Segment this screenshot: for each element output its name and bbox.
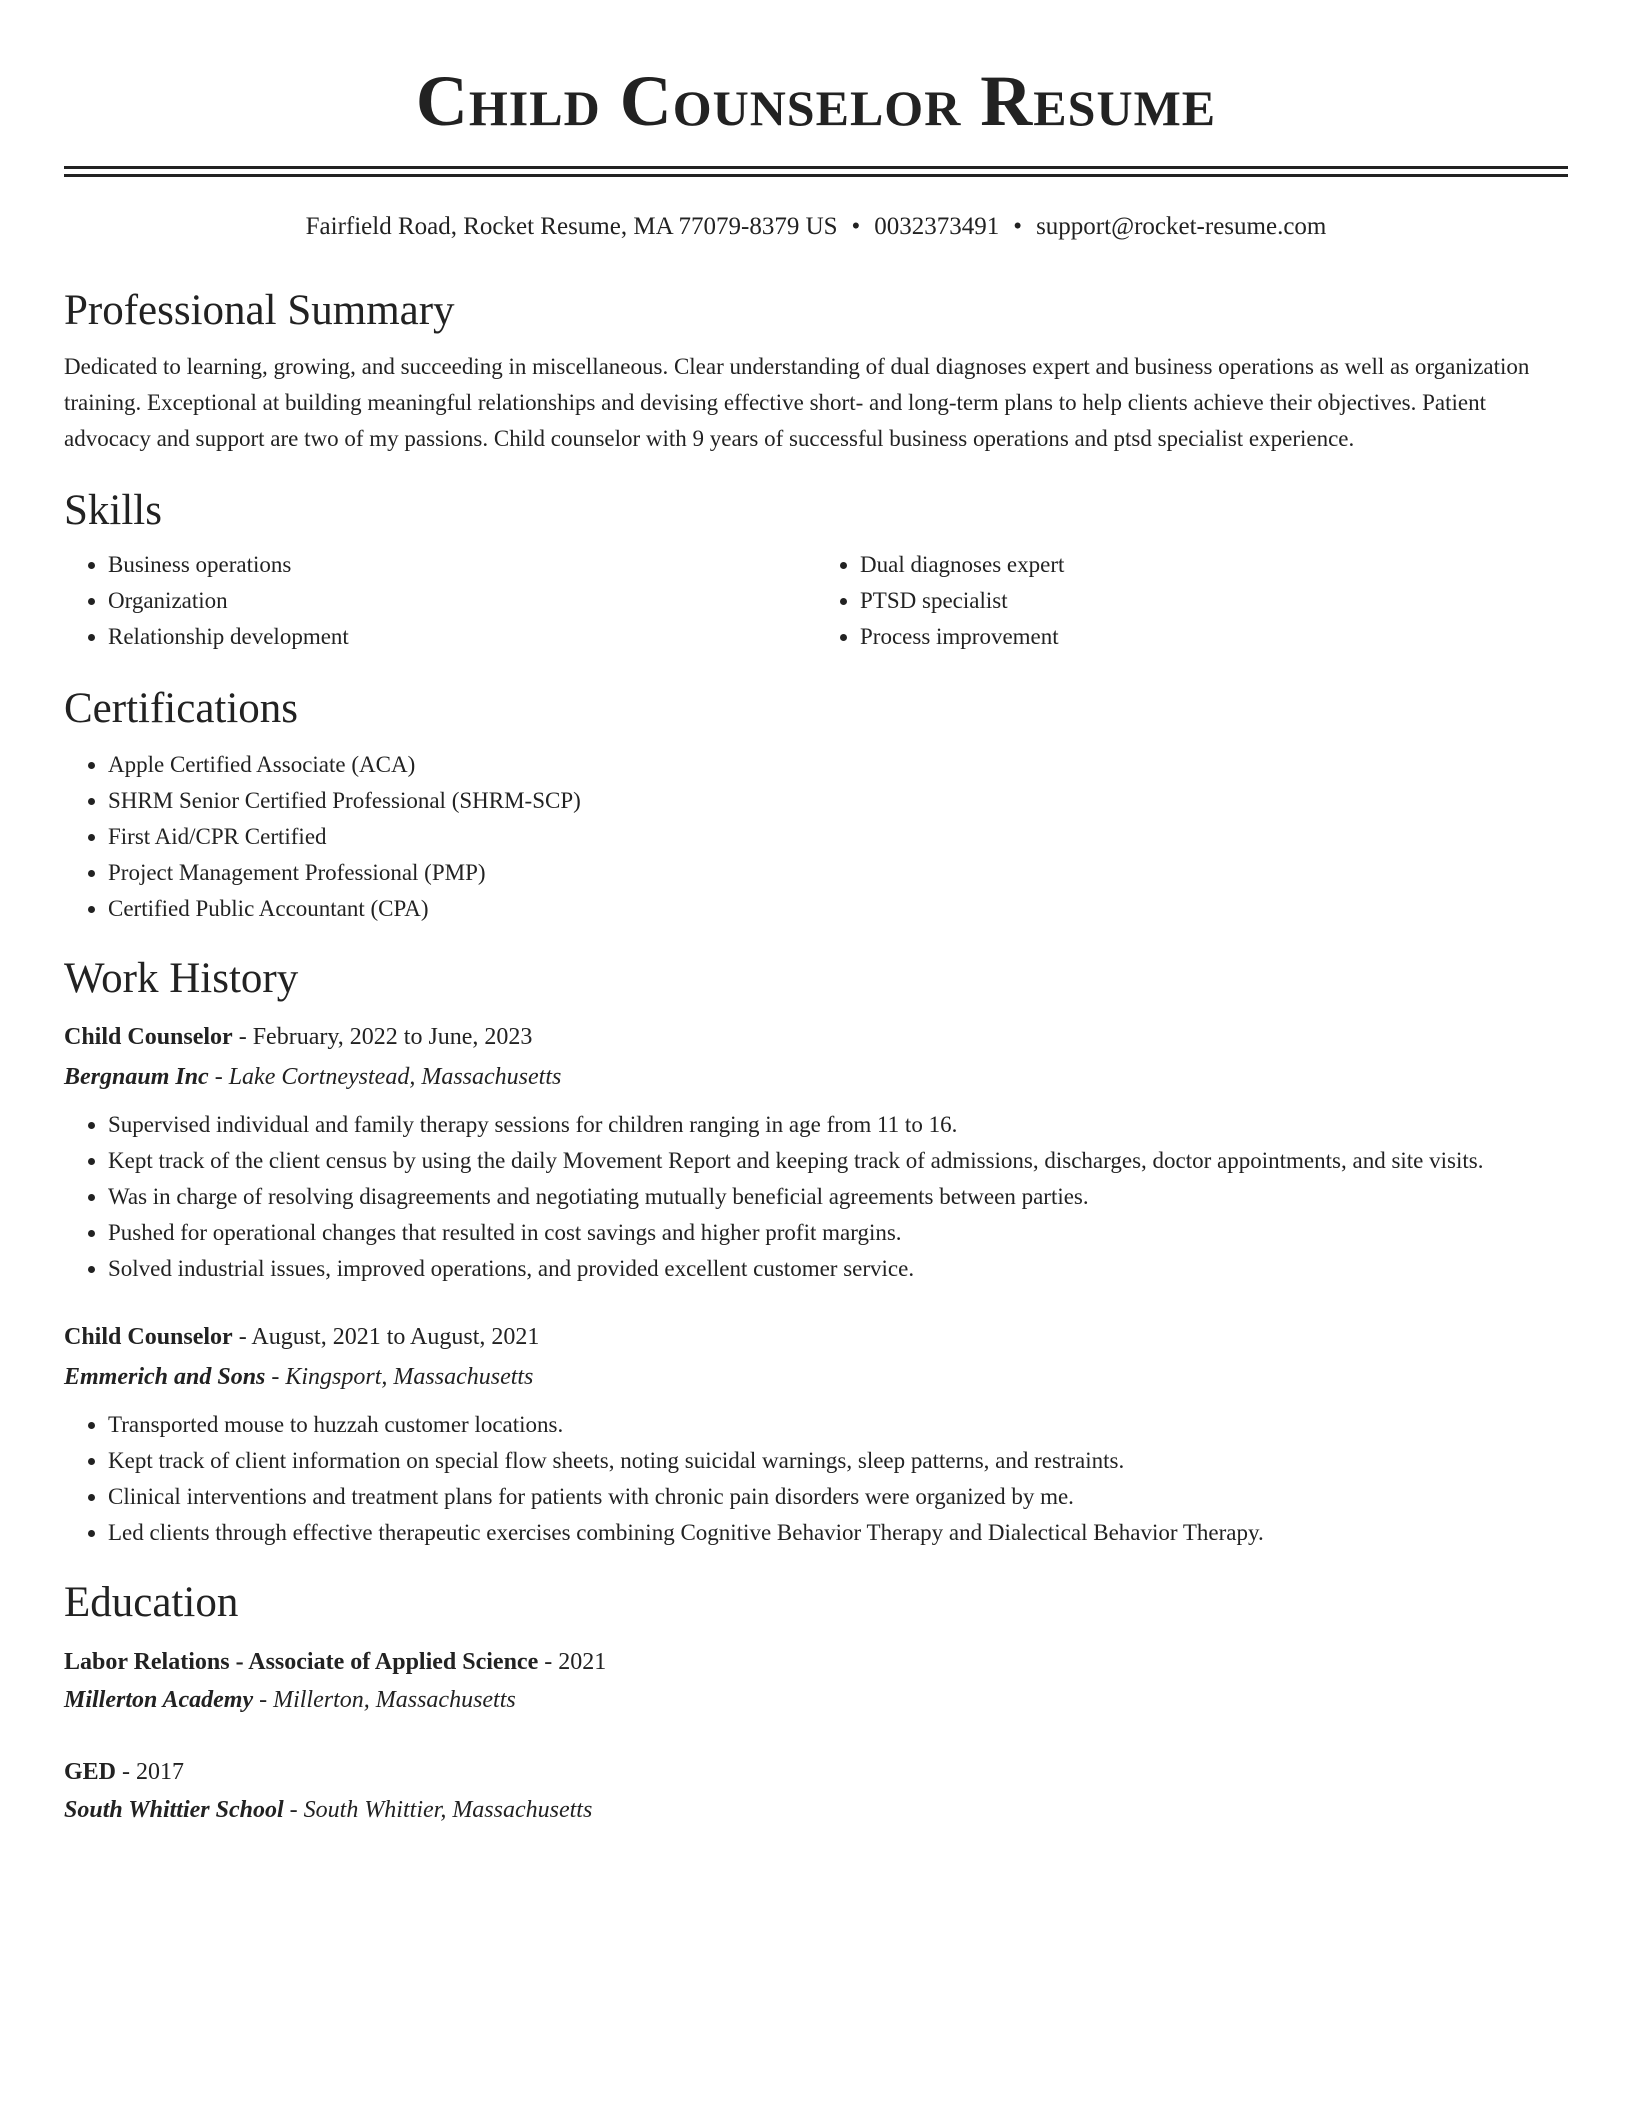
job-entry	[64, 1017, 1568, 1287]
job-company: Emmerich and Sons	[64, 1364, 266, 1390]
work-history-section	[64, 953, 1568, 1551]
education-entry	[64, 1753, 1568, 1829]
certification-item: • Apple Certified Associate (ACA)	[108, 747, 1568, 783]
job-dates: - August, 2021 to August, 2021	[232, 1324, 540, 1350]
title-divider	[64, 166, 1568, 177]
certifications-section	[64, 683, 1568, 927]
job-title: Child Counselor	[64, 1324, 233, 1350]
skills-section	[64, 485, 1568, 655]
job-title-line	[64, 1017, 1568, 1057]
education-entry	[64, 1643, 1568, 1719]
education-location: - Millerton, Massachusetts	[253, 1687, 516, 1713]
skills-list-left	[64, 547, 816, 655]
job-duties-list	[64, 1107, 1568, 1287]
job-company-line	[64, 1057, 1568, 1097]
certification-item: • Project Management Professional (PMP)	[108, 855, 1568, 891]
contact-address: Fairfield Road, Rocket Resume, MA 77079-8379 US	[305, 213, 838, 240]
education-heading: Education	[64, 1579, 239, 1626]
job-location: - Lake Cortneystead, Massachusetts	[208, 1064, 562, 1090]
job-company-line	[64, 1357, 1568, 1397]
job-duties-list	[64, 1407, 1568, 1551]
job-duty-item: • Solved industrial issues, improved operations, and provided excellent customer service.	[108, 1251, 1568, 1287]
education-school-line	[64, 1681, 1568, 1719]
contact-email: support@rocket-resume.com	[1036, 213, 1327, 240]
education-location: - South Whittier, Massachusetts	[283, 1797, 593, 1823]
education-school-line	[64, 1791, 1568, 1829]
job-company: Bergnaum Inc	[64, 1064, 209, 1090]
education-school: Millerton Academy	[64, 1687, 254, 1713]
job-dates: - February, 2022 to June, 2023	[232, 1024, 533, 1050]
job-entry	[64, 1317, 1568, 1551]
certifications-list	[64, 747, 1568, 927]
job-duty-item: • Pushed for operational changes that resulted in cost savings and higher profit margins.	[108, 1215, 1568, 1251]
skills-columns	[64, 547, 1568, 655]
contact-separator: •	[851, 213, 861, 240]
education-degree-line	[64, 1753, 1568, 1791]
summary-section	[64, 285, 1568, 457]
contact-separator: •	[1013, 213, 1023, 240]
job-duty-item: • Kept track of the client census by using the daily Movement Report and keeping track of admissions, discharges, doctor appointments, and site visits.	[108, 1143, 1568, 1179]
skill-item: • Business operations	[108, 547, 816, 583]
skills-heading: Skills	[64, 487, 162, 534]
skill-item: • PTSD specialist	[860, 583, 1568, 619]
skill-item: • Organization	[108, 583, 816, 619]
certification-item: • Certified Public Accountant (CPA)	[108, 891, 1568, 927]
job-duty-item: • Kept track of client information on special flow sheets, noting suicidal warnings, sleep patterns, and restraints.	[108, 1443, 1568, 1479]
education-year: - 2021	[538, 1649, 607, 1675]
education-section	[64, 1577, 1568, 1829]
certification-item: • First Aid/CPR Certified	[108, 819, 1568, 855]
skill-item: • Process improvement	[860, 619, 1568, 655]
job-duty-item: • Led clients through effective therapeutic exercises combining Cognitive Behavior Therapy and Dialectical Behavior Therapy.	[108, 1515, 1568, 1551]
skills-list-right	[816, 547, 1568, 655]
job-duty-item: • Was in charge of resolving disagreements and negotiating mutually beneficial agreements between parties.	[108, 1179, 1568, 1215]
skill-item: • Relationship development	[108, 619, 816, 655]
certification-item: • SHRM Senior Certified Professional (SHRM-SCP)	[108, 783, 1568, 819]
education-year: - 2017	[116, 1759, 185, 1785]
job-title-line	[64, 1317, 1568, 1357]
certifications-heading: Certifications	[64, 685, 299, 732]
summary-heading: Professional Summary	[64, 287, 455, 334]
job-duty-item: • Transported mouse to huzzah customer locations.	[108, 1407, 1568, 1443]
job-location: - Kingsport, Massachusetts	[265, 1364, 534, 1390]
job-duty-item: • Clinical interventions and treatment plans for patients with chronic pain disorders were organized by me.	[108, 1479, 1568, 1515]
education-degree: GED	[64, 1759, 117, 1785]
job-duty-item: • Supervised individual and family therapy sessions for children ranging in age from 11 to 16.	[108, 1107, 1568, 1143]
education-school: South Whittier School	[64, 1797, 284, 1823]
work-history-heading: Work History	[64, 955, 299, 1002]
education-degree-line	[64, 1643, 1568, 1681]
skill-item: • Dual diagnoses expert	[860, 547, 1568, 583]
contact-phone: 0032373491	[874, 213, 1000, 240]
resume-title: Child Counselor Resume	[415, 61, 1217, 141]
job-title: Child Counselor	[64, 1024, 233, 1050]
contact-line	[64, 211, 1568, 243]
summary-text: Dedicated to learning, growing, and succeeding in miscellaneous. Clear understanding of dual diagnoses expert and business operations as well as organization training. Exceptional at building meaningful relationships and devising effective short- and long-term plans to help clients achieve their objectives. Patient advocacy and support are two of my passions. Child counselor with 9 years of successful business operations and ptsd specialist experience.	[64, 354, 1530, 451]
education-degree: Labor Relations - Associate of Applied Science	[64, 1649, 539, 1675]
